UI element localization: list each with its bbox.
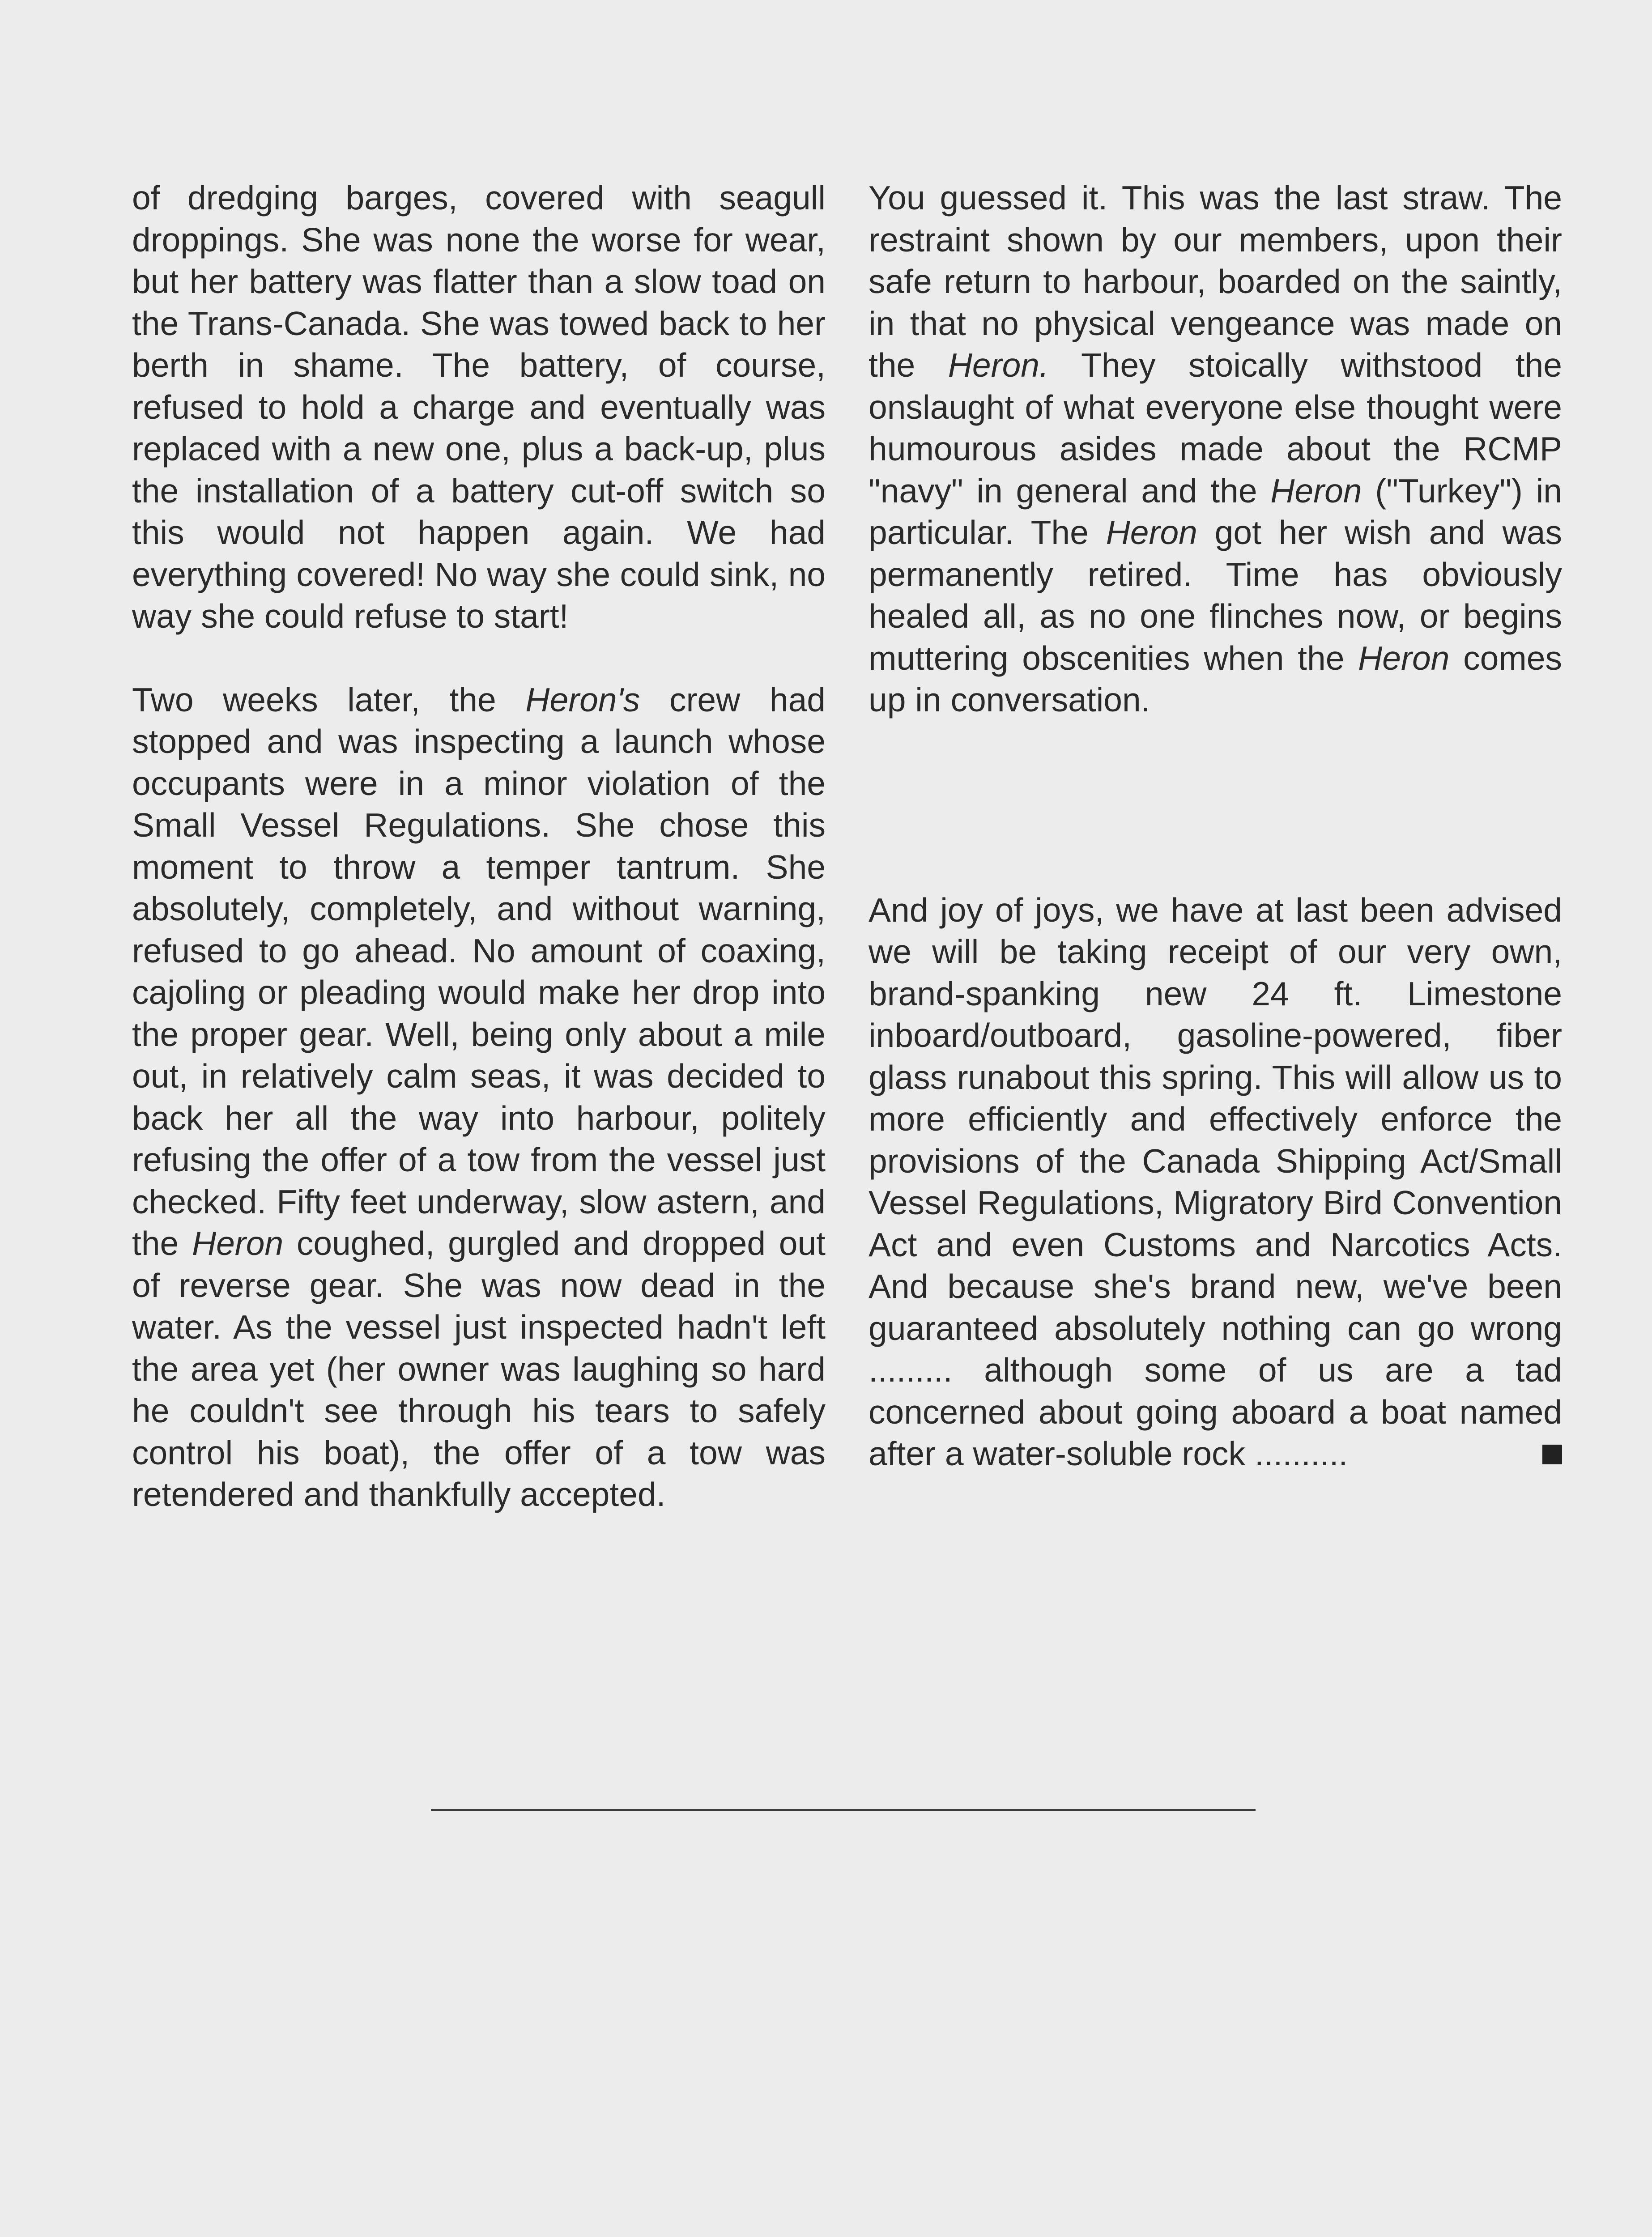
vessel-name-heron: Heron bbox=[1106, 514, 1197, 551]
end-of-article-square-icon bbox=[1542, 1445, 1562, 1464]
left-paragraph-2-part-a: Two weeks later, the bbox=[132, 680, 526, 719]
right-paragraph-1-part-e: comes up in conversation. bbox=[869, 639, 1562, 719]
vessel-name-heron: Heron bbox=[1358, 639, 1450, 677]
vessel-name-heron: Heron bbox=[192, 1225, 284, 1262]
right-column bbox=[869, 177, 1562, 1475]
right-paragraph-2 bbox=[869, 889, 1562, 1475]
right-paragraph-2-text: And joy of joys, we have at last been advised we will be taking receipt of our very own, brand-spanking new 24 ft. Limestone inboard/outboard, gasoline-powered, fiber glass runabout this spring. This will allow us to more efficiently and effectively enforce the provisions of the Canada Shipping Act/Small Vessel Regulations, Migratory Bird Convention Act and even Customs and Narcotics Acts. And because she's brand new, we've been guaranteed absolutely nothing can go wrong ......... although some of us are a tad concerned about going aboard a boat named after a water-soluble rock .......... bbox=[869, 891, 1562, 1472]
vessel-name-heron: Heron bbox=[1270, 472, 1362, 510]
right-paragraph-1-part-b: They stoically withstood the onslaught of what everyone else thought were humourous asides made about the RCMP "navy" in general and the bbox=[869, 346, 1562, 510]
section-divider bbox=[431, 1809, 1256, 1811]
left-paragraph-2 bbox=[132, 679, 826, 1516]
vessel-name-heron: Heron's bbox=[525, 680, 640, 719]
left-paragraph-1: of dredging barges, covered with seagull droppings. She was none the worse for wear, but her battery was flatter than a slow toad on the Trans-Canada. She was towed back to her berth in shame. The battery, of course, refused to hold a charge and eventually was replaced with a new one, plus a back-up, plus the installation of a battery cut-off switch so this would not happen again. We had everything covered! No way she could sink, no way she could refuse to start! bbox=[132, 179, 826, 635]
right-paragraph-1 bbox=[869, 177, 1562, 721]
vessel-name-heron: Heron. bbox=[948, 346, 1049, 384]
right-paragraph-1-part-c: ("Turkey") in particular. The bbox=[869, 472, 1562, 551]
left-paragraph-2-part-c: coughed, gurgled and dropped out of reverse gear. She was now dead in the water. As the vessel just inspected hadn't left the area yet (her owner was laughing so hard he couldn't see through his tears to safely control his boat), the offer of a tow was retendered and thankfully accepted. bbox=[132, 1225, 826, 1513]
left-column bbox=[132, 177, 826, 1516]
right-paragraph-1-part-d: got her wish and was permanently retired. Time has obviously healed all, as no one flinches now, or begins muttering obscenities when the bbox=[869, 514, 1563, 677]
left-paragraph-2-part-b: crew had stopped and was inspecting a launch whose occupants were in a minor violation of the Small Vessel Regulations. She chose this moment to throw a temper tantrum. She absolutely, completely, and without warning, refused to go ahead. No amount of coaxing, cajoling or pleading would make her drop into the proper gear. Well, being only about a mile out, in relatively calm seas, it was decided to back her all the way into harbour, politely refusing the offer of a tow from the vessel just checked. Fifty feet underway, slow astern, and the bbox=[132, 680, 826, 1262]
right-paragraph-1-part-a: You guessed it. This was the last straw. The restraint shown by our members, upon their safe return to harbour, boarded on the saintly, in that no physical vengeance was made on the bbox=[869, 179, 1562, 384]
